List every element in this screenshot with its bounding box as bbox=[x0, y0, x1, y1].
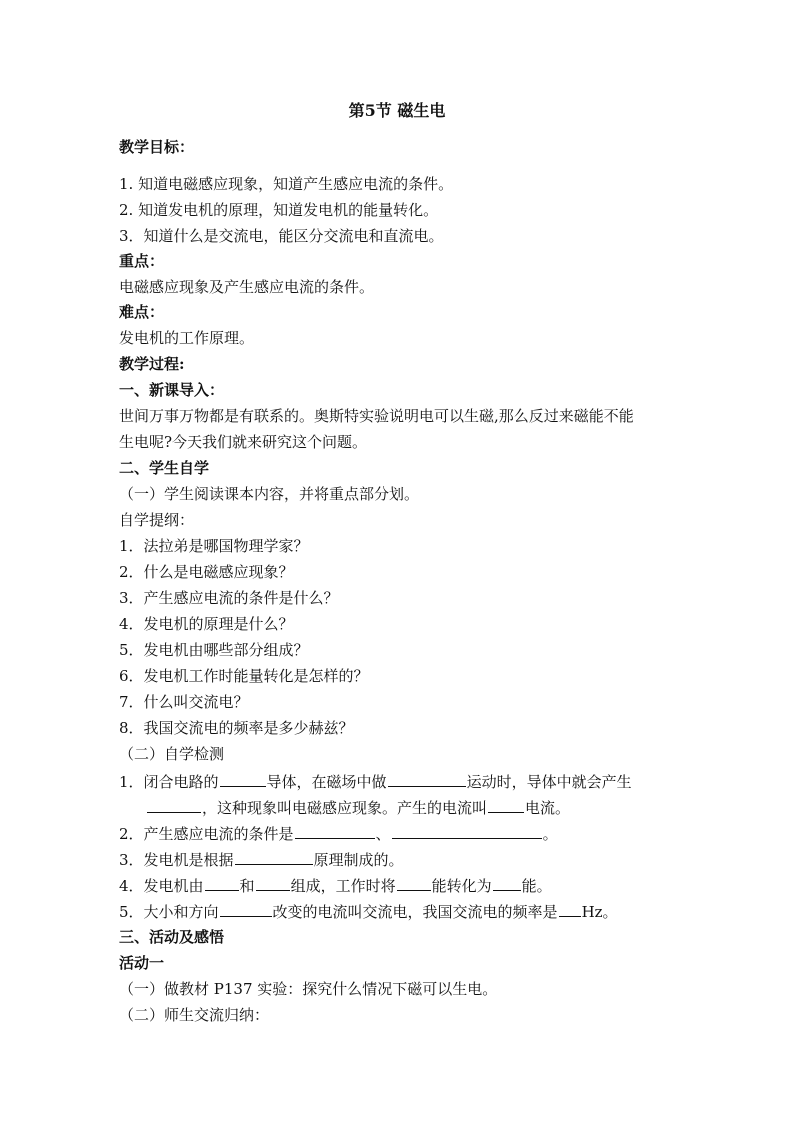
answer-blank[interactable] bbox=[388, 771, 466, 787]
outline-item-3: 3．产生感应电流的条件是什么？ bbox=[119, 589, 339, 607]
quiz-text: 4．发电机由 bbox=[119, 877, 204, 895]
quiz-text: 能。 bbox=[521, 877, 552, 895]
page-title: 第5节 磁生电 bbox=[348, 101, 446, 120]
answer-blank[interactable] bbox=[147, 797, 201, 813]
quiz-text: 、 bbox=[375, 825, 391, 843]
answer-blank[interactable] bbox=[220, 901, 272, 917]
quiz-text: 。 bbox=[542, 825, 558, 843]
heading-process: 教学过程: bbox=[119, 355, 185, 373]
quiz-text: Hz。 bbox=[581, 903, 618, 921]
outline-heading: 自学提纲： bbox=[119, 511, 195, 529]
answer-blank[interactable] bbox=[256, 875, 290, 891]
intro-text-2: 生电呢?今天我们就来研究这个问题。 bbox=[119, 433, 368, 451]
quiz-text: 和 bbox=[239, 877, 255, 895]
quiz-text: 5．大小和方向 bbox=[119, 903, 219, 921]
quiz-text: 2．产生感应电流的条件是 bbox=[119, 825, 294, 843]
quiz-text: 3．发电机是根据 bbox=[119, 851, 234, 869]
outline-item-7: 7．什么叫交流电？ bbox=[119, 693, 249, 711]
answer-blank[interactable] bbox=[392, 823, 542, 839]
answer-blank[interactable] bbox=[397, 875, 431, 891]
outline-item-4: 4．发电机的原理是什么？ bbox=[119, 615, 294, 633]
answer-blank[interactable] bbox=[295, 823, 375, 839]
outline-item-1: 1．法拉弟是哪国物理学家？ bbox=[119, 537, 309, 555]
answer-blank[interactable] bbox=[235, 849, 313, 865]
answer-blank[interactable] bbox=[559, 901, 581, 917]
outline-item-6: 6．发电机工作时能量转化是怎样的？ bbox=[119, 667, 369, 685]
quiz-text: 运动时，导体中就会产生 bbox=[466, 773, 632, 791]
objective-2: 2. 知道发电机的原理，知道发电机的能量转化。 bbox=[119, 201, 439, 219]
objective-3: 3．知道什么是交流电，能区分交流电和直流电。 bbox=[119, 227, 444, 245]
outline-item-2: 2．什么是电磁感应现象？ bbox=[119, 563, 294, 581]
quiz-q1-line2 bbox=[146, 797, 570, 818]
outline-item-5: 5．发电机由哪些部分组成？ bbox=[119, 641, 309, 659]
heading-activities: 三、活动及感悟 bbox=[119, 928, 225, 946]
difficulties-text: 发电机的工作原理。 bbox=[119, 329, 255, 347]
key-points-text: 电磁感应现象及产生感应电流的条件。 bbox=[119, 278, 375, 296]
intro-text-1: 世间万事万物都是有联系的。奥斯特实验说明电可以生磁,那么反过来磁能不能 bbox=[119, 407, 634, 425]
quiz-q2 bbox=[119, 823, 558, 844]
quiz-text: 原理制成的。 bbox=[313, 851, 404, 869]
heading-difficulties: 难点： bbox=[119, 303, 165, 321]
answer-blank[interactable] bbox=[488, 797, 524, 813]
quiz-text: ，这种现象叫电磁感应现象。产生的电流叫 bbox=[202, 799, 488, 817]
outline-item-8: 8．我国交流电的频率是多少赫兹？ bbox=[119, 719, 354, 737]
quiz-q5 bbox=[119, 901, 618, 922]
objective-1: 1. 知道电磁感应现象，知道产生感应电流的条件。 bbox=[119, 175, 454, 193]
quiz-text: 能转化为 bbox=[431, 877, 492, 895]
quiz-text: 组成，工作时将 bbox=[290, 877, 396, 895]
quiz-text: 导体，在磁场中做 bbox=[266, 773, 387, 791]
self-study-step-1: （一）学生阅读课本内容，并将重点部分划。 bbox=[119, 485, 420, 503]
heading-self-study: 二、学生自学 bbox=[119, 459, 210, 477]
answer-blank[interactable] bbox=[493, 875, 521, 891]
quiz-text: 改变的电流叫交流电，我国交流电的频率是 bbox=[272, 903, 558, 921]
answer-blank[interactable] bbox=[205, 875, 239, 891]
self-check-heading: （二）自学检测 bbox=[119, 745, 225, 763]
quiz-text: 1．闭合电路的 bbox=[119, 773, 219, 791]
heading-activity-1: 活动一 bbox=[119, 954, 165, 972]
quiz-text: 电流。 bbox=[525, 799, 571, 817]
heading-intro: 一、新课导入： bbox=[119, 381, 225, 399]
heading-key-points: 重点： bbox=[119, 252, 165, 270]
heading-objectives: 教学目标： bbox=[119, 138, 195, 156]
answer-blank[interactable] bbox=[220, 771, 266, 787]
quiz-q1-line1 bbox=[119, 771, 632, 792]
quiz-q4 bbox=[119, 875, 552, 896]
activity-step-1: （一）做教材 P137 实验：探究什么情况下磁可以生电。 bbox=[119, 980, 498, 998]
quiz-q3 bbox=[119, 849, 404, 870]
activity-step-2: （二）师生交流归纳： bbox=[119, 1006, 270, 1024]
